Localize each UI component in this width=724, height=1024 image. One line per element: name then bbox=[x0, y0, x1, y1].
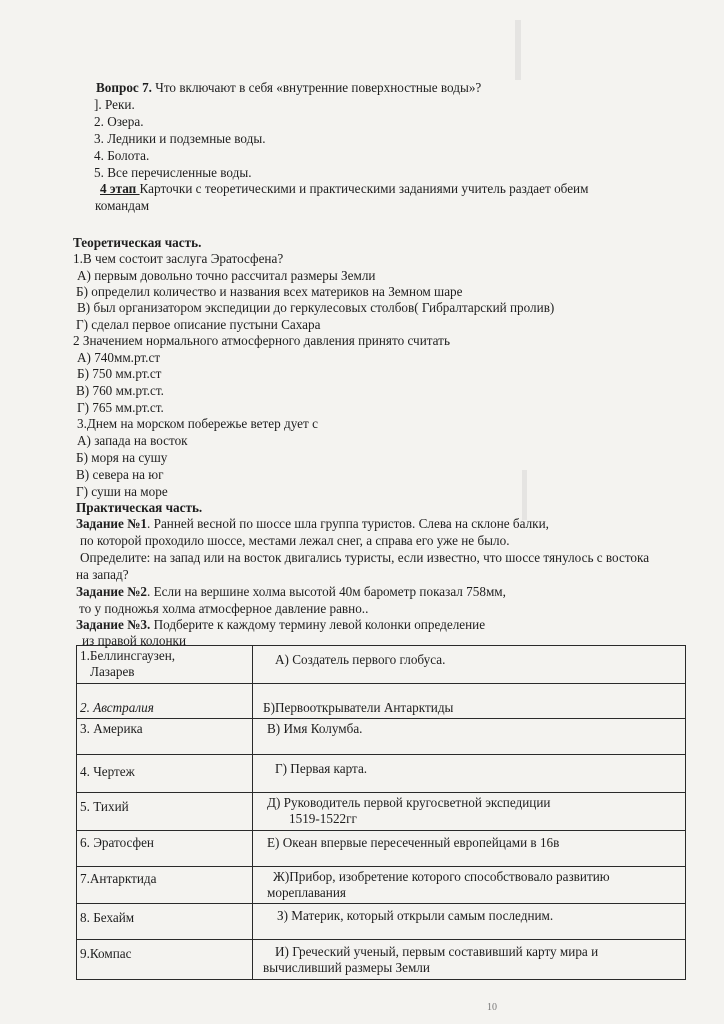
definition-cell bbox=[253, 940, 686, 980]
definition-text: И) Греческий ученый, первым составивший карту мира и bbox=[275, 944, 599, 959]
theory-option: Б) моря на сушу bbox=[76, 450, 168, 465]
term-cell bbox=[77, 940, 253, 980]
definition-cell bbox=[253, 793, 686, 831]
task-3-line: Задание №3. Подберите к каждому термину левой колонки определение bbox=[76, 617, 486, 632]
table-row bbox=[77, 831, 686, 867]
table-row bbox=[77, 867, 686, 904]
stage-4-line: 4 этап Карточки с теоретическими и практическими заданиями учитель раздает обеим bbox=[100, 181, 589, 196]
theory-option: В) был организатором экспедиции до геркулесовых столбов( Гибралтарский пролив) bbox=[77, 300, 555, 315]
task-1-line: на запад? bbox=[76, 567, 129, 582]
task-2-line: Задание №2. Если на вершине холма высотой 40м барометр показал 758мм, bbox=[76, 584, 506, 599]
term-text: Лазарев bbox=[90, 664, 135, 679]
theory-option: Г) суши на море bbox=[76, 484, 168, 499]
term-cell bbox=[77, 719, 253, 755]
term-cell bbox=[77, 646, 253, 684]
matching-table bbox=[76, 645, 686, 980]
stage-4-line: командам bbox=[95, 198, 150, 213]
table-row bbox=[77, 793, 686, 831]
term-text: 8. Бехайм bbox=[80, 910, 135, 925]
task-3-line: из правой колонки bbox=[82, 633, 187, 648]
table-row bbox=[77, 719, 686, 755]
page-number: 10 bbox=[487, 1002, 497, 1013]
definition-text: 1519-1522гг bbox=[289, 811, 357, 826]
definition-text: вычисливший размеры Земли bbox=[263, 960, 430, 975]
theory-option: Б) 750 мм.рт.ст bbox=[77, 366, 162, 381]
term-cell bbox=[77, 904, 253, 940]
definition-text: Б)Первооткрыватели Антарктиды bbox=[263, 700, 454, 715]
term-text: 1.Беллинсгаузен, bbox=[80, 648, 176, 663]
definition-text: Е) Океан впервые пересеченный европейцами в 16в bbox=[267, 835, 560, 850]
q7-option: ]. Реки. bbox=[94, 97, 135, 112]
theory-question: 1.В чем состоит заслуга Эратосфена? bbox=[73, 251, 284, 266]
theory-option: Б) определил количество и названия всех материков на Земном шаре bbox=[76, 284, 463, 299]
task-2-line: то у подножья холма атмосферное давление равно.. bbox=[79, 601, 369, 616]
definition-cell bbox=[253, 904, 686, 940]
definition-cell bbox=[253, 719, 686, 755]
table-row bbox=[77, 904, 686, 940]
definition-text: З) Материк, который открыли самым последним. bbox=[277, 908, 554, 923]
term-text: 9.Компас bbox=[80, 946, 132, 961]
q7-option: 4. Болота. bbox=[94, 148, 150, 163]
scan-artifact bbox=[515, 20, 521, 80]
term-text: 2. Австралия bbox=[80, 700, 154, 715]
theory-question: 3.Днем на морском побережье ветер дует с bbox=[77, 416, 318, 431]
theory-option: В) 760 мм.рт.ст. bbox=[76, 383, 164, 398]
term-text: 6. Эратосфен bbox=[80, 835, 154, 850]
definition-text: Д) Руководитель первой кругосветной экспедиции bbox=[267, 795, 551, 810]
term-cell bbox=[77, 793, 253, 831]
term-cell bbox=[77, 755, 253, 793]
definition-text: В) Имя Колумба. bbox=[267, 721, 363, 736]
q7-option: 5. Все перечисленные воды. bbox=[94, 165, 252, 180]
q7-option: 2. Озера. bbox=[94, 114, 144, 129]
theory-heading: Теоретическая часть. bbox=[73, 235, 202, 250]
q7-option: 3. Ледники и подземные воды. bbox=[94, 131, 266, 146]
definition-cell bbox=[253, 867, 686, 904]
scan-artifact bbox=[522, 470, 527, 520]
table-row bbox=[77, 940, 686, 980]
theory-option: А) запада на восток bbox=[77, 433, 188, 448]
term-text: 4. Чертеж bbox=[80, 764, 135, 779]
practice-heading: Практическая часть. bbox=[76, 500, 203, 515]
term-cell bbox=[77, 684, 253, 719]
theory-option: А) 740мм.рт.ст bbox=[77, 350, 161, 365]
definition-text: Г) Первая карта. bbox=[275, 761, 368, 776]
theory-option: Г) сделал первое описание пустыни Сахара bbox=[76, 317, 321, 332]
term-cell bbox=[77, 831, 253, 867]
table-row bbox=[77, 646, 686, 684]
task-1-line: по которой проходило шоссе, местами лежал снег, а справа его уже не было. bbox=[80, 533, 510, 548]
theory-option: А) первым довольно точно рассчитал размеры Земли bbox=[77, 268, 376, 283]
task-1-line: Определите: на запад или на восток двигались туристы, если известно, что шоссе тянулось с востока bbox=[80, 550, 650, 565]
definition-text: А) Создатель первого глобуса. bbox=[275, 652, 446, 667]
theory-option: В) севера на юг bbox=[76, 467, 164, 482]
term-text: 5. Тихий bbox=[80, 799, 129, 814]
term-text: 3. Америка bbox=[80, 721, 143, 736]
term-cell bbox=[77, 867, 253, 904]
definition-text: Ж)Прибор, изобретение которого способствовало развитию bbox=[273, 869, 610, 884]
theory-option: Г) 765 мм.рт.ст. bbox=[77, 400, 164, 415]
definition-cell bbox=[253, 646, 686, 684]
task-1-line: Задание №1. Ранней весной по шоссе шла группа туристов. Слева на склоне балки, bbox=[76, 516, 549, 531]
term-text: 7.Антарктида bbox=[80, 871, 157, 886]
question-7-title: Вопрос 7. Что включают в себя «внутренние поверхностные воды»? bbox=[96, 80, 482, 95]
table-row bbox=[77, 755, 686, 793]
theory-question: 2 Значением нормального атмосферного давления принято считать bbox=[73, 333, 450, 348]
definition-cell bbox=[253, 684, 686, 719]
definition-text: мореплавания bbox=[267, 885, 346, 900]
definition-cell bbox=[253, 755, 686, 793]
table-row bbox=[77, 684, 686, 719]
definition-cell bbox=[253, 831, 686, 867]
